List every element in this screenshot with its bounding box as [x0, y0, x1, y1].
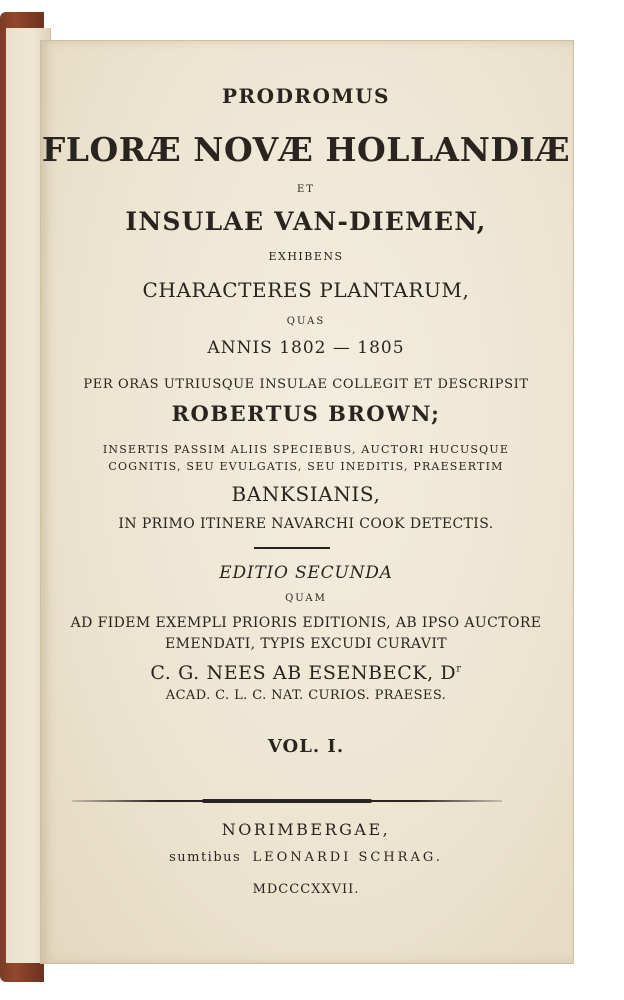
in-primo-text: IN PRIMO ITINERE NAVARCHI COOK DETECTIS. [118, 516, 494, 532]
characteres-text: CHARACTERES PLANTARUM, [142, 278, 470, 302]
emendati-text: EMENDATI, TYPIS EXCUDI CURAVIT [164, 636, 448, 652]
exhibens-text: EXHIBENS [268, 250, 344, 263]
volume-label: VOL. I. [267, 736, 345, 757]
editor-superscript: r [456, 663, 462, 675]
editor-name [40, 662, 572, 684]
main-title: FLORÆ NOVÆ HOLLANDIÆ [41, 130, 571, 169]
annis-text: ANNIS 1802 — 1805 [207, 338, 405, 358]
editio-text: EDITIO SECUNDA [219, 563, 393, 583]
publisher-line [40, 850, 572, 865]
publisher-name: LEONARDI SCHRAG. [252, 850, 443, 865]
acad-text: ACAD. C. L. C. NAT. CURIOS. PRAESES. [165, 688, 447, 703]
et-connector: ET [297, 184, 315, 195]
prodromus-heading: PRODROMUS [222, 84, 390, 108]
insulae-title: INSULAE VAN-DIEMEN, [125, 207, 487, 236]
insertis-line-2: COGNITIS, SEU EVULGATIS, SEU INEDITIS, PRAESERTIM [108, 460, 504, 473]
per-oras-text: PER ORAS UTRIUSQUE INSULAE COLLEGIT ET DESCRIPSIT [83, 377, 529, 392]
banksianis-text: BANKSIANIS, [231, 482, 381, 506]
quas-text: QUAS [286, 316, 326, 327]
long-divider [72, 800, 502, 802]
ad-fidem-text: AD FIDEM EXEMPLI PRIORIS EDITIONIS, AB IPSO AUCTORE [70, 615, 542, 631]
insertis-line-1: INSERTIS PASSIM ALIIS SPECIEBUS, AUCTORI HUCUSQUE [102, 443, 510, 456]
short-divider [254, 547, 330, 549]
quam-text: QUAM [285, 593, 327, 604]
author-name: ROBERTUS BROWN; [171, 401, 441, 426]
editor-name-text: C. G. NEES AB ESENBECK, D [150, 662, 457, 684]
sumtibus-text: sumtibus [169, 850, 242, 865]
year-text: MDCCCXXVII. [252, 882, 360, 897]
place-text: NORIMBERGAE, [221, 820, 391, 839]
